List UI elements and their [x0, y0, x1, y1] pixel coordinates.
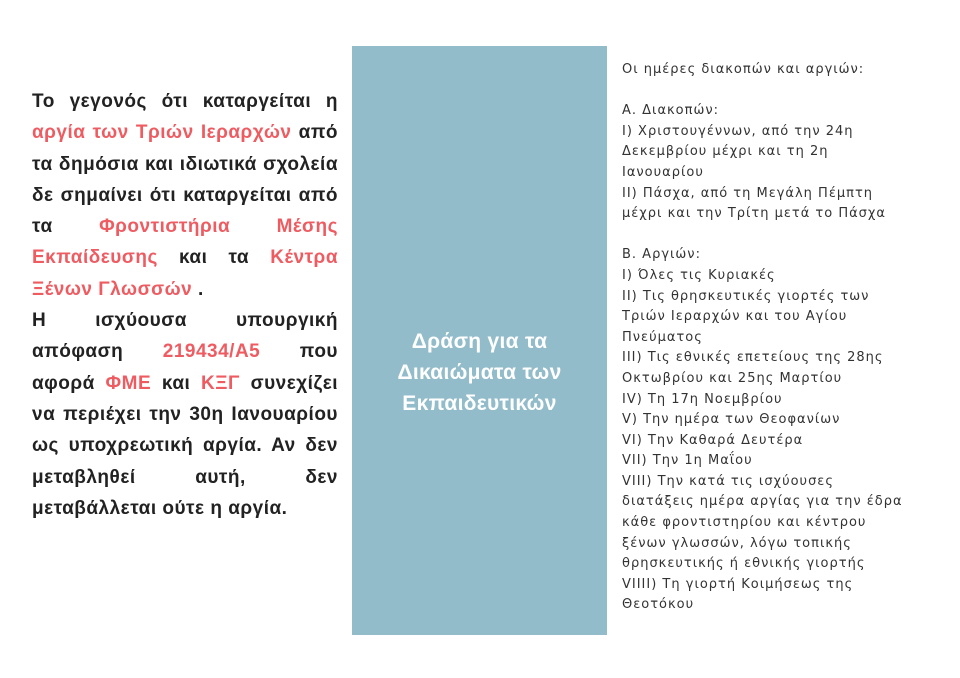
section-b-line: IV) Τη 17η Νοεμβρίου [622, 391, 783, 407]
highlight-decision-number: 219434/Α5 [162, 341, 261, 363]
section-b-line: διατάξεις ημέρα αργίας για την έδρα [622, 494, 903, 510]
section-b-heading: Β. Αργιών: [622, 247, 701, 263]
text-segment: και τα [157, 247, 271, 269]
section-b-line: Πνεύματος [622, 329, 703, 345]
spacer [622, 225, 952, 246]
section-b-line: VII) Την 1η Μαΐου [622, 453, 753, 469]
text-segment: συνεχίζει να περιέχει την 30η Ιανουαρίου ως υποχρεωτική αργία. Αν δεν μεταβληθεί αυτή, δεν μεταβάλλεται ούτε η αργία. [32, 372, 338, 519]
section-b-line: ΙΙ) Τις θρησκευτικές γιορτές των [622, 288, 870, 304]
right-column [622, 60, 952, 616]
text-segment: Το γεγονός ότι καταργείται η [32, 91, 338, 112]
highlight-fme: ΦΜΕ [105, 372, 152, 394]
highlight-tutoring-centers: Φροντιστήρια Μέσης Εκπαίδευσης [32, 216, 338, 269]
section-b-line: ΙΙΙ) Τις εθνικές επετείους της 28ης [622, 350, 884, 366]
section-b-line: θρησκευτικής ή εθνικής γιορτής [622, 556, 866, 572]
section-b-line: VI) Την Καθαρά Δευτέρα [622, 432, 804, 448]
text-segment: Η ισχύουσα υπουργική απόφαση [32, 310, 338, 363]
text-segment: από τα δημόσια και ιδιωτικά σχολεία δε σημαίνει ότι καταργείται από τα [32, 122, 338, 238]
text-segment: . [192, 278, 204, 300]
section-b-line: V) Την ημέρα των Θεοφανίων [622, 412, 841, 428]
paragraph-decision [32, 305, 338, 524]
text-segment: και [151, 372, 201, 394]
highlight-language-centers: Κέντρα Ξένων Γλωσσών [32, 247, 338, 300]
section-b-line: VIIII) Τη γιορτή Κοιμήσεως της [622, 576, 854, 592]
panel-title [352, 326, 607, 419]
section-b-line: Τριών Ιεραρχών και του Αγίου [622, 309, 848, 325]
section-b-line: κάθε φροντιστηρίου και κέντρου [622, 515, 867, 531]
section-b-line: Θεοτόκου [622, 597, 695, 613]
panel-title-line: Εκπαιδευτικών [402, 392, 557, 415]
section-b-line: ξένων γλωσσών, λόγω τοπικής [622, 535, 852, 551]
section-b-line: VIII) Την κατά τις ισχύουσες [622, 473, 834, 489]
text-segment: που αφορά [32, 341, 338, 394]
center-panel [352, 46, 607, 635]
spacer [622, 81, 952, 102]
panel-title-line: Δικαιώματα των [397, 361, 562, 384]
section-a-line: Ιανουαρίου [622, 164, 704, 180]
section-a-line: Ι) Χριστουγέννων, από την 24η [622, 123, 854, 139]
section-a-line: ΙΙ) Πάσχα, από τη Μεγάλη Πέμπτη [622, 185, 874, 201]
holidays-intro: Οι ημέρες διακοπών και αργιών: [622, 62, 865, 77]
section-a-heading: Α. Διακοπών: [622, 103, 719, 119]
left-column [32, 86, 338, 524]
section-b-line: Οκτωβρίου και 25ης Μαρτίου [622, 370, 843, 386]
section-a-line: Δεκεμβρίου μέχρι και τη 2η [622, 144, 829, 160]
section-a-line: μέχρι και την Τρίτη μετά το Πάσχα [622, 206, 887, 222]
section-b-line: Ι) Όλες τις Κυριακές [622, 267, 776, 283]
highlight-three-hierarchs: αργία των Τριών Ιεραρχών [32, 122, 292, 144]
highlight-kxg: ΚΞΓ [201, 372, 240, 394]
panel-title-line: Δράση για τα [411, 330, 548, 353]
paragraph-intro [32, 86, 338, 305]
